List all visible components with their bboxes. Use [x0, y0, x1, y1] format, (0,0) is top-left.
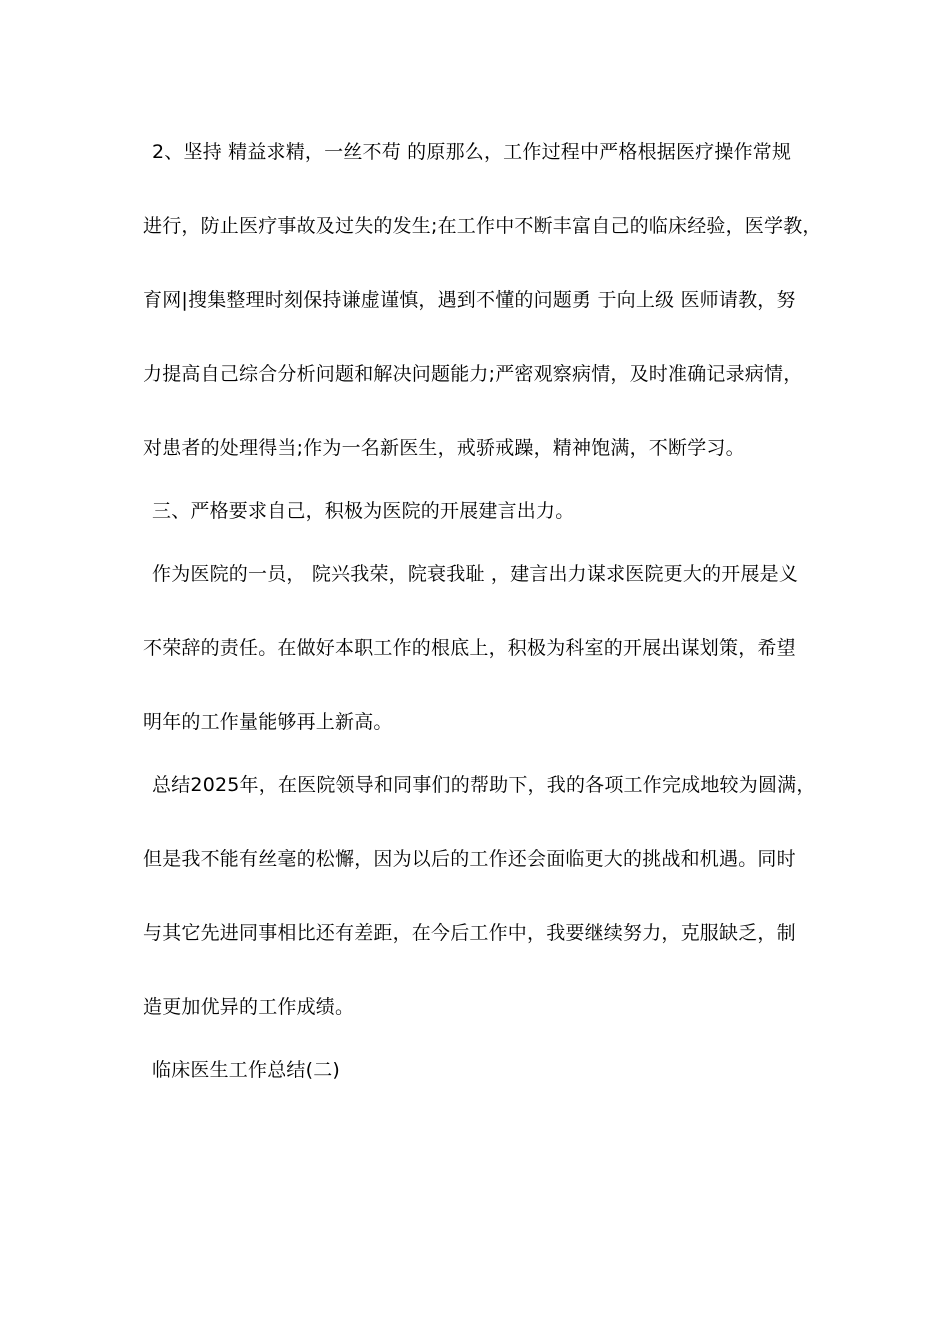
paragraph-line-10: 总结2025年，在医院领导和同事们的帮助下，我的各项工作完成地较为圆满，: [152, 774, 816, 796]
paragraph-line-7: 作为医院的一员， 院兴我荣，院衰我耻 ，建言出力谋求医院更大的开展是义: [152, 563, 799, 585]
paragraph-line-9: 明年的工作量能够再上新高。: [143, 711, 393, 733]
paragraph-line-4: 力提高自己综合分析问题和解决问题能力;严密观察病情，及时准确记录病情，: [143, 363, 803, 385]
section-title: 临床医生工作总结(二): [152, 1059, 341, 1081]
paragraph-line-12: 与其它先进同事相比还有差距，在今后工作中，我要继续努力，克服缺乏，制: [143, 922, 796, 944]
paragraph-line-2: 进行，防止医疗事故及过失的发生;在工作中不断丰富自己的临床经验，医学教，: [143, 215, 822, 237]
paragraph-line-11: 但是我不能有丝毫的松懈，因为以后的工作还会面临更大的挑战和机遇。同时: [143, 848, 796, 870]
paragraph-line-8: 不荣辞的责任。在做好本职工作的根底上，积极为科室的开展出谋划策，希望: [143, 637, 796, 659]
paragraph-line-13: 造更加优异的工作成绩。: [143, 996, 355, 1018]
section-heading-three: 三、严格要求自己，积极为医院的开展建言出力。: [152, 500, 575, 522]
paragraph-line-5: 对患者的处理得当;作为一名新医生，戒骄戒躁，精神饱满，不断学习。: [143, 437, 745, 459]
paragraph-line-1: 2、坚持 精益求精，一丝不苟 的原那么，工作过程中严格根据医疗操作常规: [152, 141, 792, 163]
paragraph-line-3: 育网|搜集整理时刻保持谦虚谨慎，遇到不懂的问题勇 于向上级 医师请教，努: [143, 289, 796, 311]
